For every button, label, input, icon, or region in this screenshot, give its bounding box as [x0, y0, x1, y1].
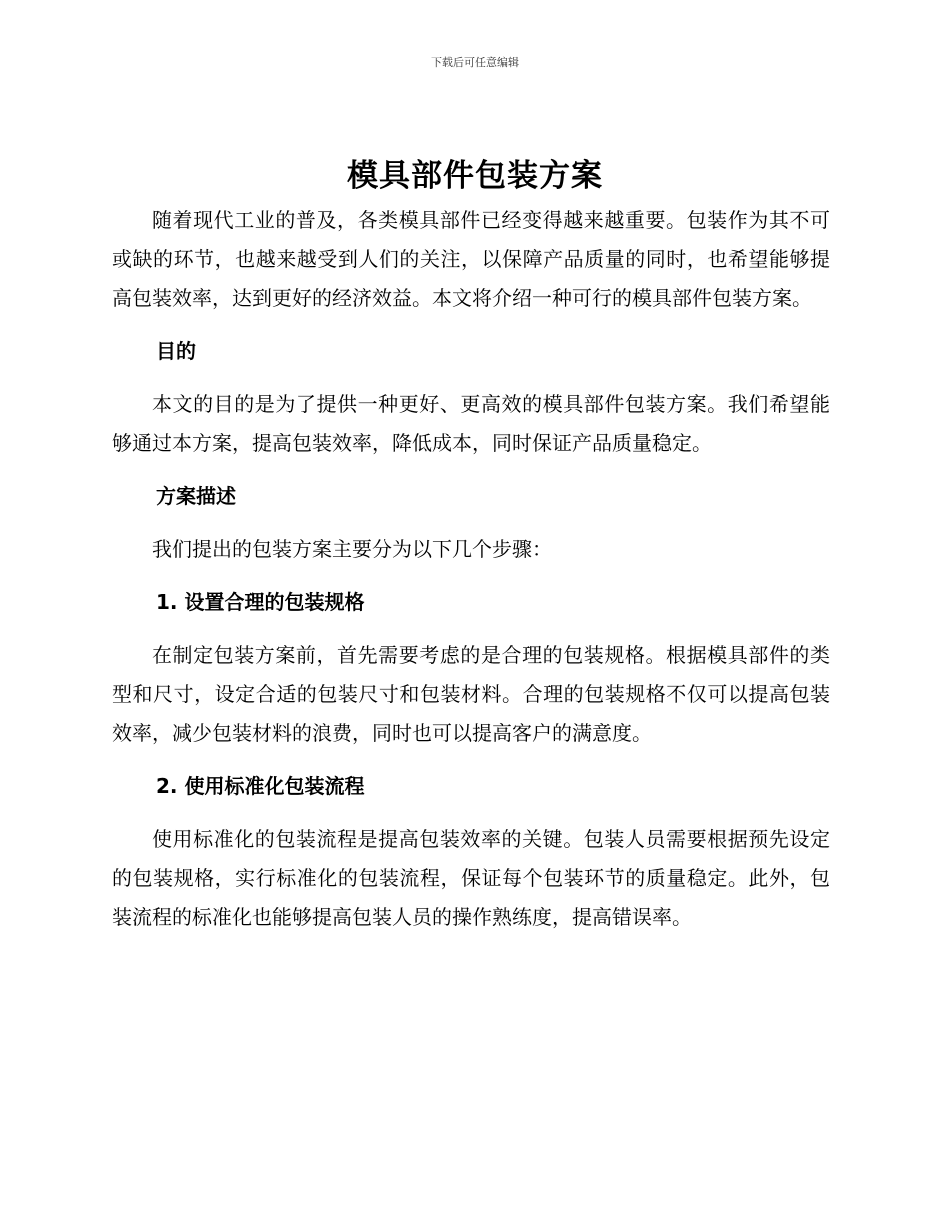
- purpose-paragraph: 本文的目的是为了提供一种更好、更高效的模具部件包装方案。我们希望能够通过本方案，提高包装效率，降低成本，同时保证产品质量稳定。: [112, 392, 830, 455]
- step2-paragraph: 使用标准化的包装流程是提高包装效率的关键。包装人员需要根据预先设定的包装规格，实行标准化的包装流程，保证每个包装环节的质量稳定。此外，包装流程的标准化也能够提高包装人员的操作熟练度，提高错误率。: [112, 827, 830, 929]
- intro-paragraph: 随着现代工业的普及，各类模具部件已经变得越来越重要。包装作为其不可或缺的环节，也越来越受到人们的关注，以保障产品质量的同时，也希望能够提高包装效率，达到更好的经济效益。本文将介绍一种可行的模具部件包装方案。: [112, 208, 830, 310]
- step1-heading: 1. 设置合理的包装规格: [156, 590, 365, 614]
- document-title: 模具部件包装方案: [347, 158, 603, 194]
- description-paragraph: 我们提出的包装方案主要分为以下几个步骤：: [152, 537, 552, 561]
- step2-heading: 2. 使用标准化包装流程: [156, 774, 365, 798]
- page-header-note: 下载后可任意编辑: [431, 56, 519, 69]
- purpose-heading: 目的: [156, 339, 196, 363]
- document-body: [112, 201, 830, 937]
- description-heading: 方案描述: [156, 484, 236, 508]
- step1-paragraph: 在制定包装方案前，首先需要考虑的是合理的包装规格。根据模具部件的类型和尺寸，设定合适的包装尺寸和包装材料。合理的包装规格不仅可以提高包装效率，减少包装材料的浪费，同时也可以提高客户的满意度。: [112, 643, 830, 745]
